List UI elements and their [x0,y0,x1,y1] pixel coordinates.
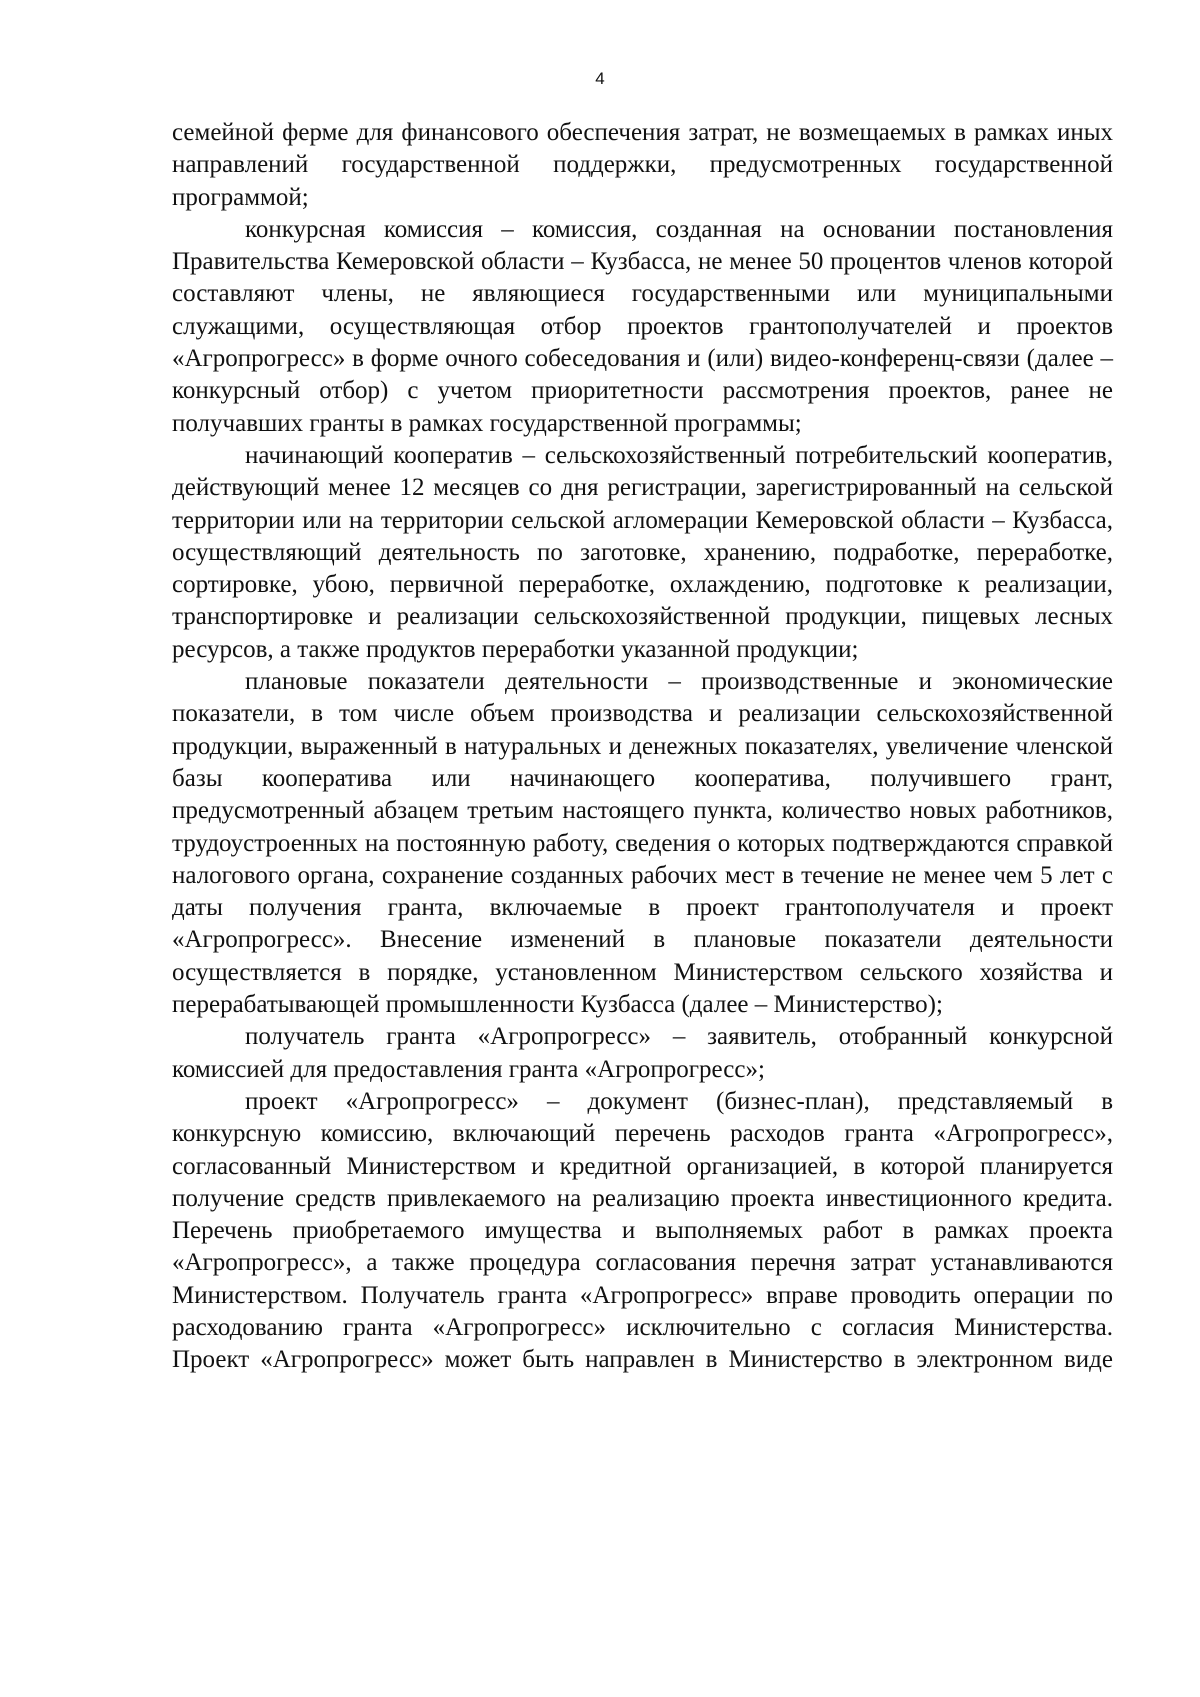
paragraph-agroprogress-project: проект «Агропрогресс» – документ (бизнес-план), представляемый в конкурсную комиссию, включающий перечень расходов гранта «Агропрогресс», согласованный Министерством и кредитной организацией, в которой планируется получение средств привлекаемого на реализацию проекта инвестиционного кредита. Перечень приобретаемого имущества и выполняемых работ в рамках проекта «Агропрогресс», а также процедура согласования перечня затрат устанавливаются Министерством. Получатель гранта «Агропрогресс» вправе проводить операции по расходованию гранта «Агропрогресс» исключительно с согласия Министерства. Проект «Агропрогресс» может быть направлен в Министерство в электронном виде [172,1087,1113,1374]
paragraph-family-farm-continuation: семейной ферме для финансового обеспечения затрат, не возмещаемых в рамках иных направлений государственной поддержки, предусмотренных государственной программой; [172,119,1113,211]
page-number: 4 [595,69,605,88]
paragraph-competition-commission: конкурсная комиссия – комиссия, созданная на основании постановления Правительства Кемеровской области – Кузбасса, не менее 50 процентов членов которой составляют члены, не являющиеся государственными или муниципальными служащими, осуществляющая отбор проектов грантополучателей и проектов «Агропрогресс» в форме очного собеседования и (или) видео-конференц-связи (далее – конкурсный отбор) с учетом приоритетности рассмотрения проектов, ранее не получавших гранты в рамках государственной программы; [172,215,1113,437]
paragraph-starting-cooperative: начинающий кооператив – сельскохозяйственный потребительский кооператив, действующий менее 12 месяцев со дня регистрации, зарегистрированный на сельской территории или на территории сельской агломерации Кемеровской области – Кузбасса, осуществляющий деятельность по заготовке, хранению, подработке, переработке, сортировке, убою, первичной переработке, охлаждению, подготовке к реализации, транспортировке и реализации сельскохозяйственной продукции, пищевых лесных ресурсов, а также продуктов переработки указанной продукции; [172,441,1113,663]
document-body [172,117,1113,1377]
paragraph-grant-recipient: получатель гранта «Агропрогресс» – заявитель, отобранный конкурсной комиссией для предоставления гранта «Агропрогресс»; [172,1023,1113,1083]
paragraph-planned-indicators: плановые показатели деятельности – производственные и экономические показатели, в том числе объем производства и реализации сельскохозяйственной продукции, выраженный в натуральных и денежных показателях, увеличение членской базы кооператива или начинающего кооператива, получившего грант, предусмотренный абзацем третьим настоящего пункта, количество новых работников, трудоустроенных на постоянную работу, сведения о которых подтверждаются справкой налогового органа, сохранение созданных рабочих мест в течение не менее чем 5 лет с даты получения гранта, включаемые в проект грантополучателя и проект «Агропрогресс». Внесение изменений в плановые показатели деятельности осуществляется в порядке, установленном Министерством сельского хозяйства и перерабатывающей промышленности Кузбасса (далее – Министерство); [172,668,1113,1019]
